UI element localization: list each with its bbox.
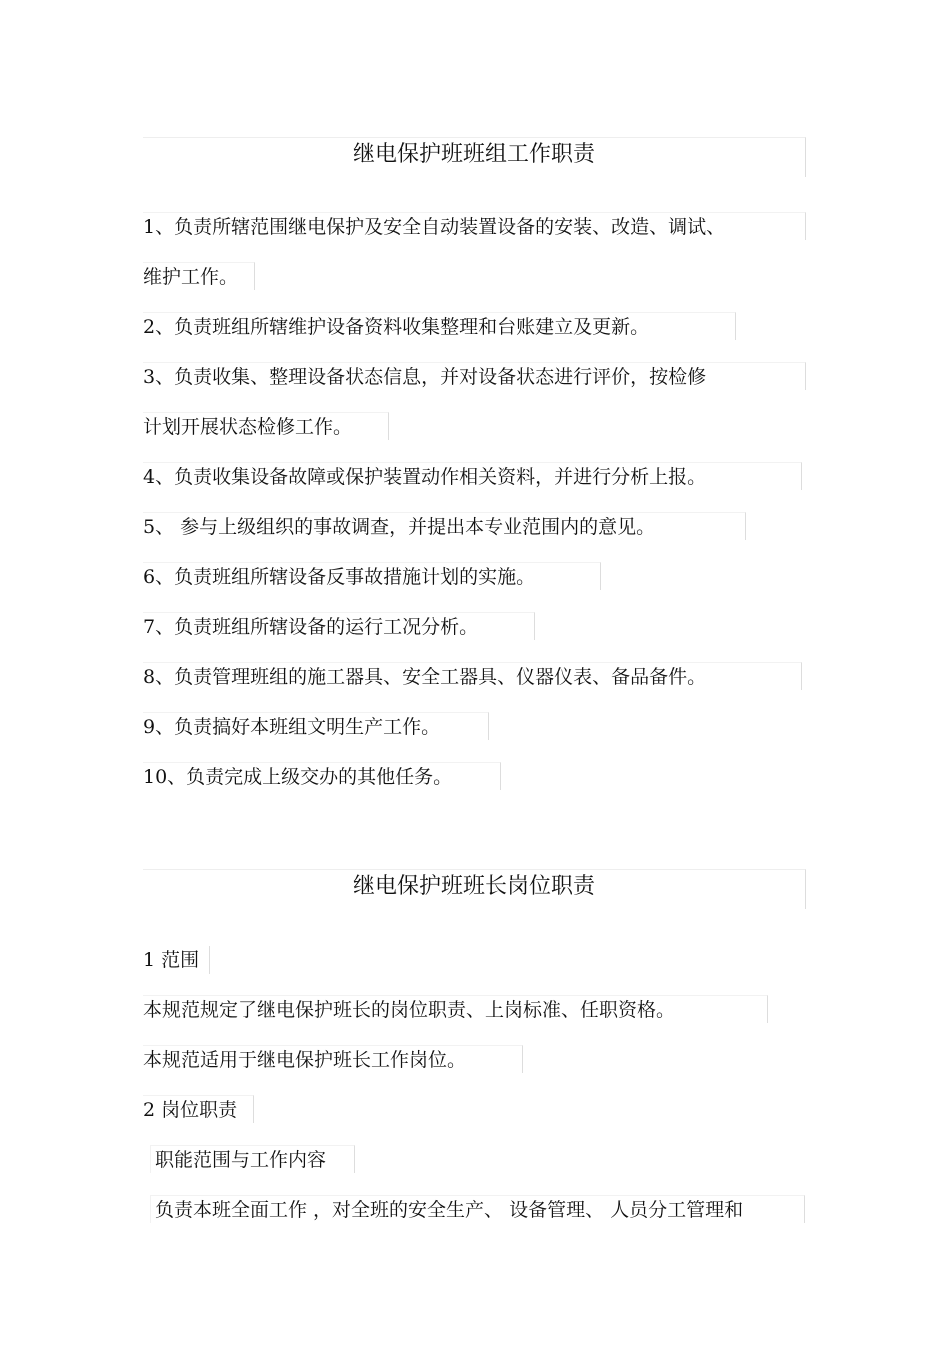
section-1-line-1: 本规范规定了继电保护班长的岗位职责、上岗标准、任职资格。 xyxy=(143,995,768,1023)
section-2-text: 负责本班全面工作 ，对全班的安全生产、 设备管理、 人员分工管理和 xyxy=(150,1195,805,1223)
section-2-heading: 2 岗位职责 xyxy=(143,1095,254,1123)
section-1-line-2: 本规范适用于继电保护班长工作岗位。 xyxy=(143,1045,523,1073)
duty-item-1-cont: 维护工作。 xyxy=(143,262,255,290)
page-title-team-duties: 继电保护班班组工作职责 xyxy=(143,137,806,177)
page-title-leader-duties: 继电保护班班长岗位职责 xyxy=(143,869,806,909)
duty-item-2: 2、负责班组所辖维护设备资料收集整理和台账建立及更新。 xyxy=(143,312,736,340)
duty-item-3-cont: 计划开展状态检修工作。 xyxy=(143,412,389,440)
duty-item-10: 10、负责完成上级交办的其他任务。 xyxy=(143,762,501,790)
section-2-subheading: 职能范围与工作内容 xyxy=(150,1145,355,1173)
duty-item-7: 7、负责班组所辖设备的运行工况分析。 xyxy=(143,612,535,640)
duty-item-5: 5、 参与上级组织的事故调查，并提出本专业范围内的意见。 xyxy=(143,512,746,540)
duty-item-9: 9、负责搞好本班组文明生产工作。 xyxy=(143,712,489,740)
duty-item-8: 8、负责管理班组的施工器具、安全工器具、仪器仪表、备品备件。 xyxy=(143,662,802,690)
duty-item-1: 1、负责所辖范围继电保护及安全自动装置设备的安装、改造、调试、 xyxy=(143,212,806,240)
duty-item-6: 6、负责班组所辖设备反事故措施计划的实施。 xyxy=(143,562,601,590)
section-1-heading: 1 范围 xyxy=(143,946,210,974)
duty-item-3: 3、负责收集、整理设备状态信息，并对设备状态进行评价，按检修 xyxy=(143,362,806,390)
duty-item-4: 4、负责收集设备故障或保护装置动作相关资料，并进行分析上报。 xyxy=(143,462,802,490)
